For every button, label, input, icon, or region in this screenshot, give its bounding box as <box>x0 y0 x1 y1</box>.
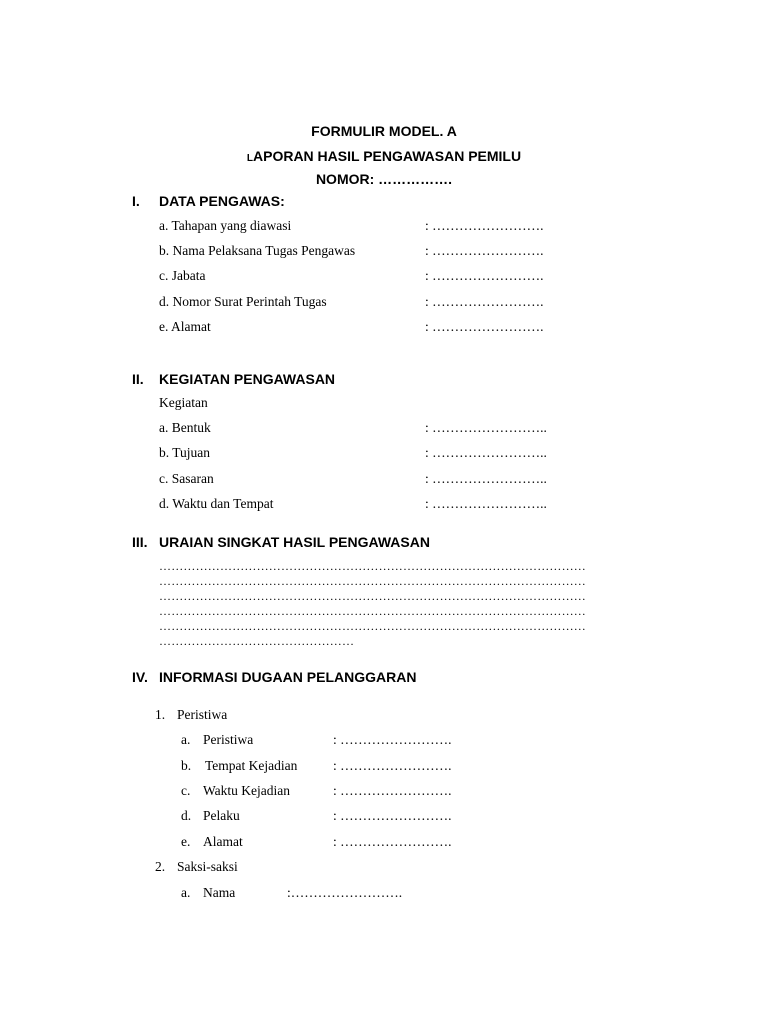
s4-item-label: Alamat <box>203 834 243 849</box>
s2-item-value: : …………………….. <box>425 420 547 435</box>
form-title: FORMULIR MODEL. A <box>311 123 457 139</box>
s2-item-label: a. Bentuk <box>159 420 211 435</box>
s1-item-label: a. Tahapan yang diawasi <box>159 218 292 233</box>
s4-item-letter: a. <box>181 732 191 747</box>
section-1-title: DATA PENGAWAS: <box>159 193 285 209</box>
s4-item-letter: d. <box>181 808 192 823</box>
section-3-title: URAIAN SINGKAT HASIL PENGAWASAN <box>159 534 430 550</box>
sub-2-label: Saksi-saksi <box>177 859 238 874</box>
s4-item-value: : ……………………. <box>333 758 452 773</box>
section-1-number: I. <box>132 193 140 209</box>
sub-1-label: Peristiwa <box>177 707 228 722</box>
section-2-number: II. <box>132 371 144 387</box>
section-2-title: KEGIATAN PENGAWASAN <box>159 371 336 387</box>
summary-line: …………………………………………………………………………………………… <box>159 559 586 573</box>
s2-item-label: d. Waktu dan Tempat <box>159 496 274 511</box>
summary-line: …………………………………………………………………………………………… <box>159 589 586 603</box>
section-4-title: INFORMASI DUGAAN PELANGGARAN <box>159 669 417 685</box>
summary-line: ………………………………………… <box>159 634 355 648</box>
s4-item-value: : ……………………. <box>333 783 452 798</box>
s4-item-letter: c. <box>181 783 191 798</box>
s1-item-value: : ……………………. <box>425 243 544 258</box>
sub-2-number: 2. <box>155 859 166 874</box>
summary-line: …………………………………………………………………………………………… <box>159 619 586 633</box>
summary-line: …………………………………………………………………………………………… <box>159 574 586 588</box>
s4-item-value: : ……………………. <box>333 834 452 849</box>
s4-witness-value: :……………………. <box>287 885 403 900</box>
s4-witness-label: Nama <box>203 885 236 900</box>
s4-item-letter: b. <box>181 758 192 773</box>
sub-1-number: 1. <box>155 707 166 722</box>
s4-witness-letter: a. <box>181 885 191 900</box>
summary-line: …………………………………………………………………………………………… <box>159 604 586 618</box>
s1-item-value: : ……………………. <box>425 268 544 283</box>
s4-item-label: Peristiwa <box>203 732 254 747</box>
s4-item-label: Pelaku <box>203 808 240 823</box>
s2-intro: Kegiatan <box>159 395 208 410</box>
section-4-number: IV. <box>132 669 148 685</box>
s2-item-label: b. Tujuan <box>159 445 211 460</box>
s1-item-label: c. Jabata <box>159 268 206 283</box>
s4-item-letter: e. <box>181 834 191 849</box>
report-title <box>0 149 768 164</box>
report-title-initial: L <box>246 153 253 164</box>
s2-item-value: : …………………….. <box>425 496 547 511</box>
s2-item-label: c. Sasaran <box>159 471 214 486</box>
s2-item-value: : …………………….. <box>425 471 547 486</box>
section-3-number: III. <box>132 534 148 550</box>
s1-item-value: : ……………………. <box>425 294 544 309</box>
s4-item-label: Waktu Kejadian <box>203 783 291 798</box>
s1-item-value: : ……………………. <box>425 218 544 233</box>
s1-item-label: b. Nama Pelaksana Tugas Pengawas <box>159 243 356 258</box>
s2-item-value: : …………………….. <box>425 445 547 460</box>
report-title-rest: APORAN HASIL PENGAWASAN PEMILU <box>253 148 522 164</box>
s4-item-value: : ……………………. <box>333 808 452 823</box>
s1-item-value: : ……………………. <box>425 319 544 334</box>
s1-item-label: d. Nomor Surat Perintah Tugas <box>159 294 327 309</box>
s4-item-value: : ……………………. <box>333 732 452 747</box>
s4-item-label: Tempat Kejadian <box>205 758 298 773</box>
report-number: NOMOR: ……………. <box>315 171 453 187</box>
s1-item-label: e. Alamat <box>159 319 211 334</box>
